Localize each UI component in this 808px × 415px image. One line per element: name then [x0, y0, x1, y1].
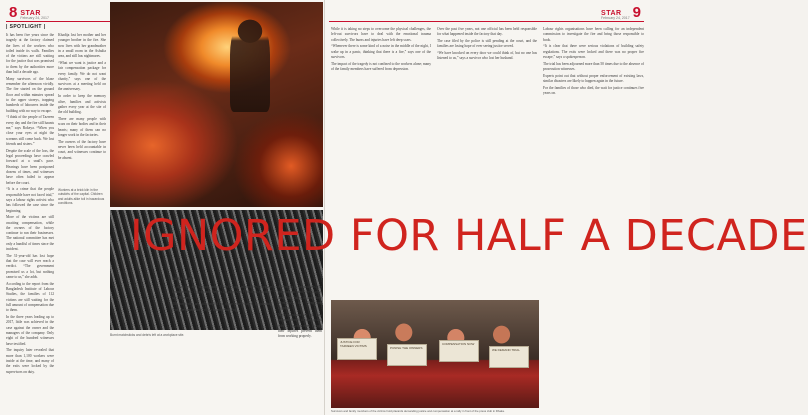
paragraph: According to the report from the Bangladesh Institute of Labour Studies, the families of 112 victims are still waiting for the full amount of compensation due to them. — [6, 281, 54, 313]
paragraph: It has been five years since the tragedy at the factory claimed the lives of the workers who toiled inside its walls. Families of the victims are still waiting for the justice that was promised to them by the authorities more than half a decade ago. — [6, 33, 54, 75]
paragraph: The trial has been adjourned more than 50 times due to the absence of prosecution witnesses. — [543, 61, 644, 72]
lead-column-1 — [172, 285, 272, 409]
paragraph: Khadija lost her mother and her younger brother in the fire. She now lives with her grandmother in a small room in the Ashulia area, and still has nightmares. — [58, 33, 106, 59]
issue-date: February 24, 2017 — [20, 15, 49, 20]
page-number: 9 — [632, 4, 641, 21]
article-column-right-1 — [331, 27, 431, 87]
left-masthead — [6, 4, 49, 20]
paragraph: Despite the scale of the loss, the legal proceedings have crawled forward at a snail's pace. Hearings have been postponed dozens of times, and witnesses have often failed to appear before the court. — [6, 148, 54, 185]
worker-silhouette — [230, 17, 270, 112]
protest-placard: COMPENSATION NOW — [439, 340, 479, 362]
masthead-rule — [329, 21, 644, 22]
paragraph: The 31-year-old has lost hope that the case will ever reach a verdict. “The government promised us a lot, but nothing came to us,” she adds. — [6, 253, 54, 280]
issue-date: February 24, 2017 — [601, 15, 630, 20]
paper-name: STAR — [20, 9, 41, 17]
lead-column-2 — [278, 285, 322, 409]
photo-caption: Workers at a brick kiln in the outskirts of the capital. Children and adults alike toil in hazardous conditions. — [58, 188, 105, 206]
protest-placard: WE DEMAND TRIAL — [489, 346, 529, 368]
article-column-1 — [6, 33, 54, 409]
section-label: | SPOTLIGHT | — [6, 24, 46, 30]
protest-placard: PUNISH THE OWNERS — [387, 344, 427, 366]
paragraph: “What we want is justice and a fair compensation package for every family. We do not want charity,” says one of the survivors at a meeting held on the anniversary. — [58, 60, 106, 92]
paragraph: There are many people with scars on their bodies and in their hearts; many of them can no longer work in the factories. — [58, 116, 106, 137]
paragraph: The impact of the tragedy is not confined to the workers alone; many of the family members have suffered from depression. — [331, 61, 431, 72]
protest-placard: JUSTICE FOR TAZREEN VICTIMS — [337, 338, 377, 360]
paragraph: More of the victims are still awaiting compensation, while the owners of the factory continue to run their businesses. The national committee has met only a handful of times since the incident. — [6, 215, 54, 252]
right-masthead — [601, 4, 644, 20]
paragraph: While it is taking no steps to overcome the physical challenges, the left-out survivors have to deal with the emotional trauma collectively. The burns and injuries have left deep scars. — [331, 27, 431, 42]
paragraph: The owners of the factory have never been held accountable in court, and witnesses continue to be absent. — [58, 139, 106, 160]
paragraph: According to the activists, the government and the buyers have both failed to keep their promises of long-term support. — [278, 285, 322, 311]
paragraph: Many survivors of the blaze remember the afternoon vividly. The fire started on the ground floor and within minutes spread to the upper storeys, trapping hundreds of labourers inside the building with no way to escape. — [6, 76, 54, 113]
right-page — [325, 0, 650, 415]
paragraph: For the families of those who died, the wait for justice continues five years on. — [543, 85, 644, 96]
paragraph: Experts point out that without proper enforcement of existing laws, similar disasters are likely to happen again in the future. — [543, 73, 644, 84]
article-column-2 — [58, 33, 106, 183]
paragraph: The inquiry later revealed that more than 1,100 workers were inside at the time, and many of the exits were locked by the supervisors on duty. — [6, 348, 54, 374]
paragraph: Labour rights organisations have been calling for an independent commission to investigate the fire and bring those responsible to book. — [543, 27, 644, 42]
paragraph: “It is clear that there were serious violations of building safety regulations. The exits were locked and there was no proper fire escape,” says a spokesperson. — [543, 44, 644, 59]
paragraph: “We have knocked on every door we could think of, but no one has listened to us,” says a survivor who lost her husband. — [437, 51, 537, 61]
paragraph: “It is a crime that the people responsible have not faced trial,” says a labour rights activist who has followed the case since the beginning. — [6, 187, 54, 213]
photo-caption: Survivors and family members of the victims hold placards demanding justice and compensation at a rally in front of the press club in Dhaka. — [331, 409, 505, 413]
photo-caption: Burnt matchsticks and debris left at a workplace site. — [110, 333, 185, 337]
paragraph: In order to keep the memory alive, families and activists gather every year at the site of the old building. — [58, 94, 106, 115]
left-page — [0, 0, 325, 415]
paragraph: “Whenever there is some kind of a noise in the middle of the night, I wake up in a panic, thinking that there is a fire,” says one of the survivors. — [331, 44, 431, 59]
brick-kiln-photo — [110, 2, 323, 207]
page-number: 8 — [9, 4, 18, 21]
paragraph: In the three years leading up to 2017, little was achieved in the case against the owner and the managers of the company. Only eight of the hundred witnesses have testified. — [6, 315, 54, 346]
byline: NABIL NAIM — [172, 277, 194, 281]
paragraph: Over the past five years, not one official has been held responsible for what happened inside the factory that day. — [437, 27, 537, 37]
paragraph: Many survivors say that they are now forced to take up odd jobs to survive, even though their injuries prevent them from working properly. — [278, 312, 322, 339]
paragraph: The case filed by the police is still pending at the court, and the families are losing hope of ever seeing justice served. — [437, 39, 537, 49]
paragraph: “I don't get any support now. I can't work in factories anymore because of my injuries and there is no other way I can earn a living,” says Ramesh. — [172, 285, 272, 300]
article-column-right-2 — [437, 27, 537, 87]
paper-name: STAR — [601, 9, 622, 17]
headline: IGNORED FOR HALF A DECADE — [130, 211, 808, 261]
paragraph: The memories are still painful for those who escaped by jumping from the upper floors of the burning building. — [172, 302, 272, 312]
rally-photo — [331, 300, 539, 408]
paragraph: “I think of the people of Tazreen every day and the fire still haunts me,” says Rokeya. “When you close your eyes at night the screams still come back. We lost friends and sisters.” — [6, 115, 54, 146]
